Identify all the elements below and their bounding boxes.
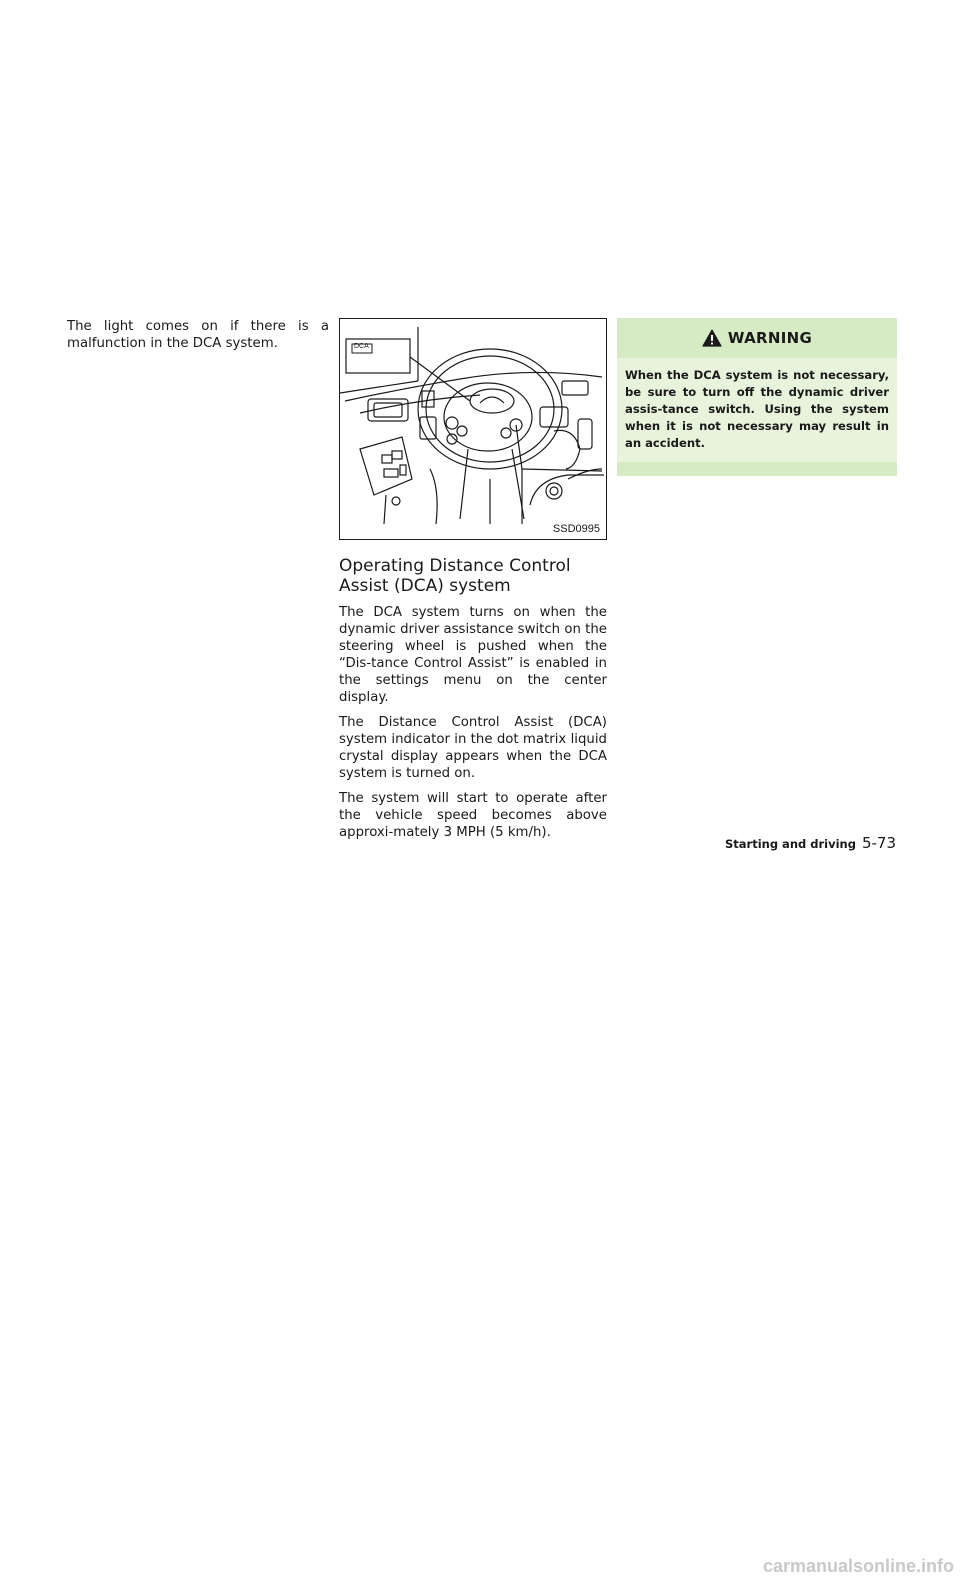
page-number: 5-73 <box>861 834 896 852</box>
section-paragraph-2: The Distance Control Assist (DCA) system indicator in the dot matrix liquid crystal display appears when the DCA system is turned on. <box>339 715 607 781</box>
dashboard-line-drawing <box>340 319 606 539</box>
warning-title: WARNING <box>727 329 813 347</box>
section-paragraph-3: The system will start to operate after the vehicle speed becomes above approxi-mately 3 MPH (5 km/h). <box>339 791 607 840</box>
warning-box <box>617 318 897 476</box>
warning-triangle-icon <box>702 329 722 347</box>
figure-code: SSD0995 <box>552 523 600 535</box>
section-paragraph-1: The DCA system turns on when the dynamic driver assistance switch on the steering wheel is pushed when the “Dis-tance Control Assist” is enabled in the settings menu on the center display. <box>339 605 607 705</box>
malfunction-paragraph: The light comes on if there is a malfunction in the DCA system. <box>67 319 329 351</box>
warning-header <box>617 318 897 358</box>
watermark: carmanualsonline.info <box>762 1556 954 1576</box>
right-column <box>617 318 897 476</box>
middle-column <box>339 318 607 849</box>
dca-indicator-label: DCA <box>354 343 369 350</box>
footer-section-title: Starting and driving <box>724 837 856 851</box>
warning-text: When the DCA system is not necessary, be sure to turn off the dynamic driver assis-tance switch. Using the system when it is not necessary may result in an accident. <box>617 358 897 462</box>
page-footer <box>725 834 896 852</box>
warning-footer-strip <box>617 462 897 476</box>
steering-wheel-illustration <box>339 318 607 540</box>
section-heading: Operating Distance Control Assist (DCA) system <box>339 556 571 596</box>
left-column <box>67 318 329 360</box>
